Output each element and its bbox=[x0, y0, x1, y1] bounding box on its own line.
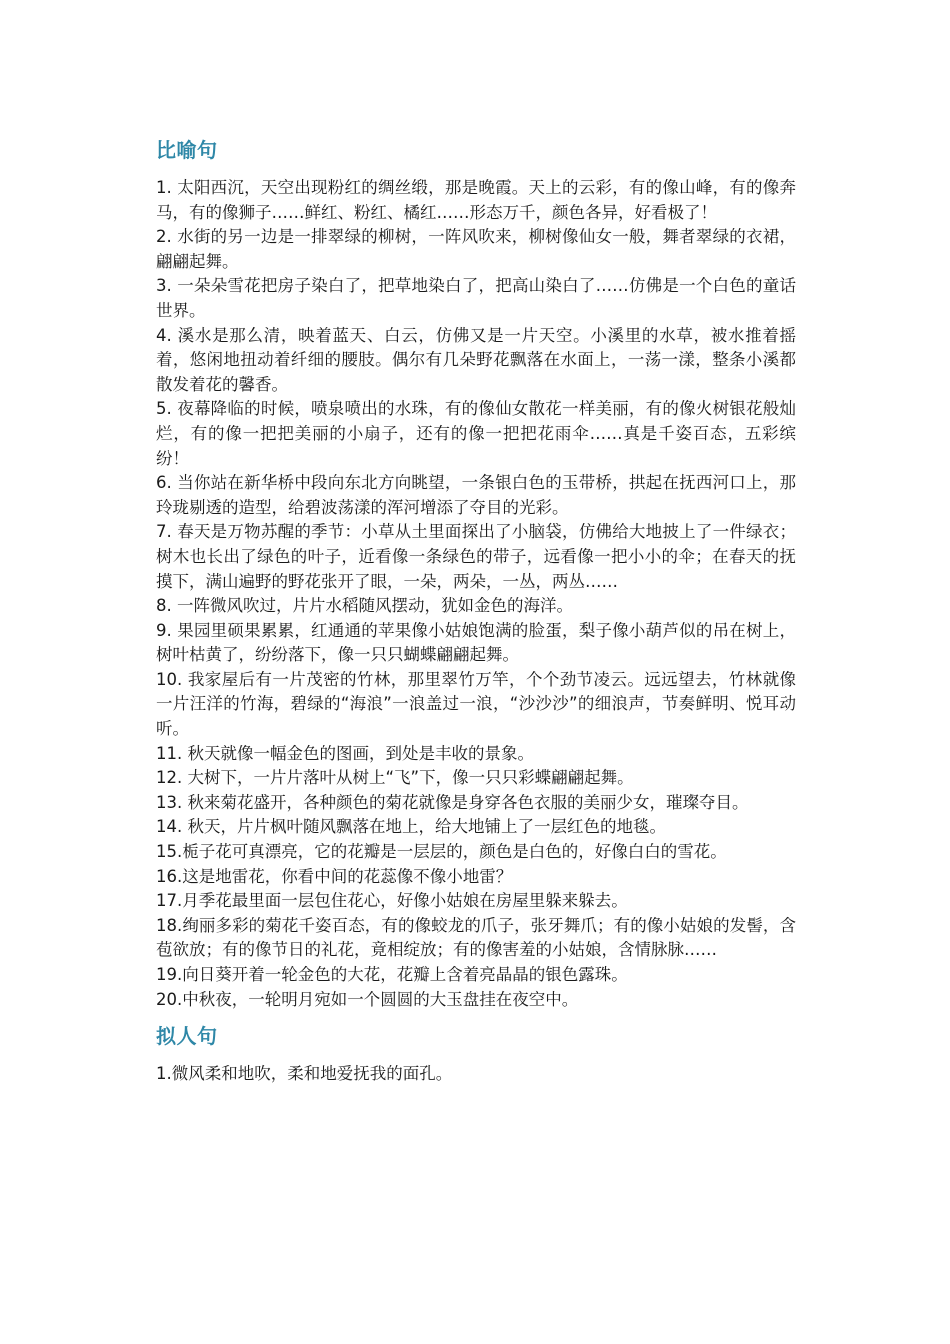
personification-sentence: 1.微风柔和地吹，柔和地爱抚我的面孔。 bbox=[156, 1064, 453, 1084]
simile-sentence: 20.中秋夜，一轮明月宛如一个圆圆的大玉盘挂在夜空中。 bbox=[156, 989, 579, 1009]
section-heading-simile: 比喻句 bbox=[156, 138, 218, 162]
section-heading-personification: 拟人句 bbox=[156, 1024, 218, 1049]
simile-sentence: 2. 水街的另一边是一排翠绿的柳树，一阵风吹来，柳树像仙女一般，舞者翠绿的衣裙，翩翩起舞。 bbox=[156, 227, 796, 271]
simile-sentence: 12. 大树下，一片片落叶从树上“飞”下，像一只只彩蝶翩翩起舞。 bbox=[156, 768, 634, 788]
simile-sentence: 5. 夜幕降临的时候，喷泉喷出的水珠，有的像仙女散花一样美丽，有的像火树银花般灿烂，有的像一把把美丽的小扇子，还有的像一把把花雨伞……真是千姿百态，五彩缤纷！ bbox=[156, 399, 796, 468]
simile-sentence: 15.栀子花可真漂亮，它的花瓣是一层层的，颜色是白色的，好像白白的雪花。 bbox=[156, 842, 727, 862]
simile-sentence: 8. 一阵微风吹过，片片水稻随风摆动，犹如金色的海洋。 bbox=[156, 596, 573, 616]
simile-sentence: 19.向日葵开着一轮金色的大花，花瓣上含着亮晶晶的银色露珠。 bbox=[156, 965, 628, 984]
simile-sentence: 6. 当你站在新华桥中段向东北方向眺望，一条银白色的玉带桥，拱起在抚西河口上，那玲珑剔透的造型，给碧波荡漾的浑河增添了夺目的光彩。 bbox=[156, 473, 796, 517]
simile-sentence: 18.绚丽多彩的菊花千姿百态，有的像蛟龙的爪子，张牙舞爪；有的像小姑娘的发髻，含苞欲放；有的像节日的礼花，竟相绽放；有的像害羞的小姑娘，含情脉脉…… bbox=[156, 915, 796, 960]
simile-sentence: 9. 果园里硕果累累，红通通的苹果像小姑娘饱满的脸蛋，梨子像小葫芦似的吊在树上，树叶枯黄了，纷纷落下，像一只只蝴蝶翩翩起舞。 bbox=[156, 620, 796, 665]
simile-sentence: 17.月季花最里面一层包住花心，好像小姑娘在房屋里躲来躲去。 bbox=[156, 891, 628, 911]
simile-sentence: 3. 一朵朵雪花把房子染白了，把草地染白了，把高山染白了……仿佛是一个白色的童话世界。 bbox=[156, 276, 796, 320]
personification-sentence-list bbox=[156, 1062, 796, 1087]
simile-sentence: 13. 秋来菊花盛开，各种颜色的菊花就像是身穿各色衣服的美丽少女，璀璨夺目。 bbox=[156, 792, 749, 812]
simile-sentence: 14. 秋天，片片枫叶随风飘落在地上，给大地铺上了一层红色的地毯。 bbox=[156, 817, 666, 837]
simile-sentence: 16.这是地雷花，你看中间的花蕊像不像小地雷？ bbox=[156, 866, 513, 886]
simile-sentence: 11. 秋天就像一幅金色的图画，到处是丰收的景象。 bbox=[156, 743, 534, 763]
simile-sentence: 4. 溪水是那么清，映着蓝天、白云，仿佛又是一片天空。小溪里的水草，被水推着摇着，悠闲地扭动着纤细的腰肢。偶尔有几朵野花飘落在水面上，一荡一漾，整条小溪都散发着花的馨香。 bbox=[156, 325, 796, 394]
document-content bbox=[156, 136, 796, 1087]
simile-sentence: 7. 春天是万物苏醒的季节：小草从土里面探出了小脑袋，仿佛给大地披上了一件绿衣；树木也长出了绿色的叶子，近看像一条绿色的带子，远看像一把小小的伞；在春天的抚摸下，满山遍野的野花张开了眼，一朵，两朵，一丛，两丛…… bbox=[156, 522, 796, 591]
simile-sentence-list bbox=[156, 176, 796, 1012]
simile-sentence: 10. 我家屋后有一片茂密的竹林，那里翠竹万竿，个个劲节凌云。远远望去，竹林就像一片汪洋的竹海，碧绿的“海浪”一浪盖过一浪，“沙沙沙”的细浪声，节奏鲜明、悦耳动听。 bbox=[156, 669, 796, 739]
simile-sentence: 1. 太阳西沉，天空出现粉红的绸丝缎，那是晚霞。天上的云彩，有的像山峰，有的像奔马，有的像狮子……鲜红、粉红、橘红……形态万千，颜色各异，好看极了！ bbox=[156, 178, 796, 222]
